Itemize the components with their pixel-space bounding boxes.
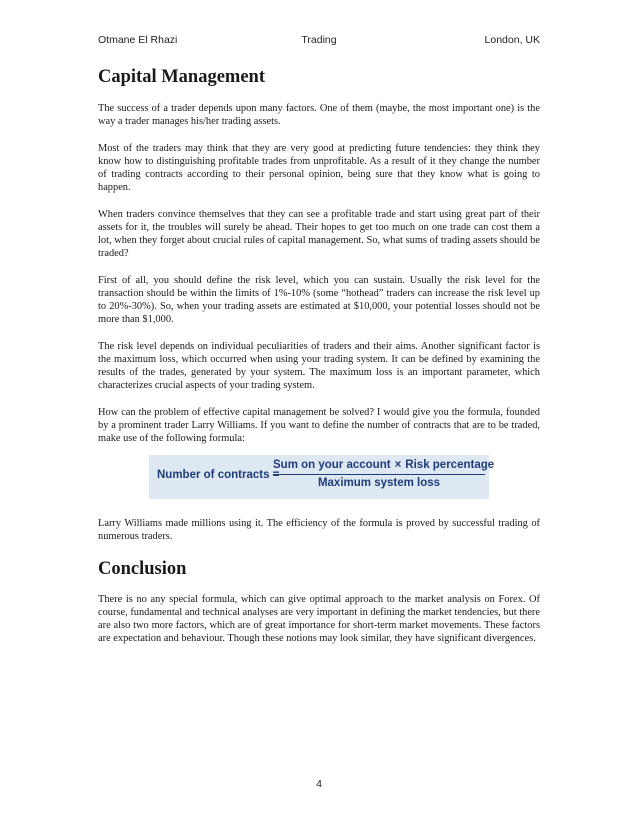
page-content	[98, 66, 540, 659]
header-topic: Trading	[301, 34, 337, 46]
paragraph: Larry Williams made millions using it. The efficiency of the formula is proved by successful trading of numerous traders.	[98, 518, 540, 543]
paragraph: The success of a trader depends upon many factors. One of them (maybe, the most important one) is the way a trader manages his/her trading assets.	[98, 103, 540, 128]
formula-numerator-a: Sum on your account	[273, 459, 391, 472]
header-location: London, UK	[484, 34, 540, 46]
page-header	[98, 34, 540, 50]
paragraph: The risk level depends on individual peculiarities of traders and their aims. Another significant factor is the maximum loss, which occurred when using your trading system. It can be defined by examining the results of the trades, generated by your system. The maximum loss is an important parameter, which characterizes crucial aspects of your trading system.	[98, 340, 540, 392]
section-title-capital-management: Capital Management	[98, 67, 265, 87]
formula-denominator: Maximum system loss	[317, 477, 441, 490]
formula-numerator	[273, 459, 495, 475]
formula-fraction	[273, 459, 495, 490]
formula-lhs: Number of contracts =	[157, 469, 280, 482]
paragraph: When traders convince themselves that they can see a profitable trade and start using great part of their assets for it, the troubles will surely be ahead. Their hopes to get too much on one trade can cost them a lot, when they forget about crucial rules of capital management. So, what sums of trading assets should be traded?	[98, 208, 540, 260]
formula-box	[149, 455, 495, 499]
page-number: 4	[316, 778, 322, 790]
formula-times: ×	[394, 459, 402, 472]
paragraph: First of all, you should define the risk level, which you can sustain. Usually the risk level for the transaction should be within the limits of 1%-10% (some “hothead” traders can increase the risk level up to 20%-30%). So, when your trading assets are estimated at $10,000, your potential losses should not be more than $1,000.	[98, 274, 540, 326]
paragraph: There is no any special formula, which can give optimal approach to the market analysis on Forex. Of course, fundamental and technical analyses are very important in defining the market tendencies, but there are also two more factors, which are of great importance for short-term market movements. These factors are expectation and behaviour. Though these notions may look similar, they have significant divergences.	[98, 593, 541, 645]
paragraph: Most of the traders may think that they are very good at predicting future tendencies: they think they know how to distinguishing profitable trades from unprofitable. As a result of it they change the number of trading contracts according to their personal opinion, being sure that they know what is going to happen.	[98, 142, 540, 194]
header-author: Otmane El Rhazi	[98, 34, 178, 46]
section-title-conclusion: Conclusion	[98, 558, 187, 579]
paragraph: How can the problem of effective capital management be solved? I would give you the formula, founded by a prominent trader Larry Williams. If you want to define the number of contracts that are to be traded, make use of the following formula:	[98, 406, 540, 444]
formula-numerator-b: Risk percentage	[405, 459, 495, 472]
